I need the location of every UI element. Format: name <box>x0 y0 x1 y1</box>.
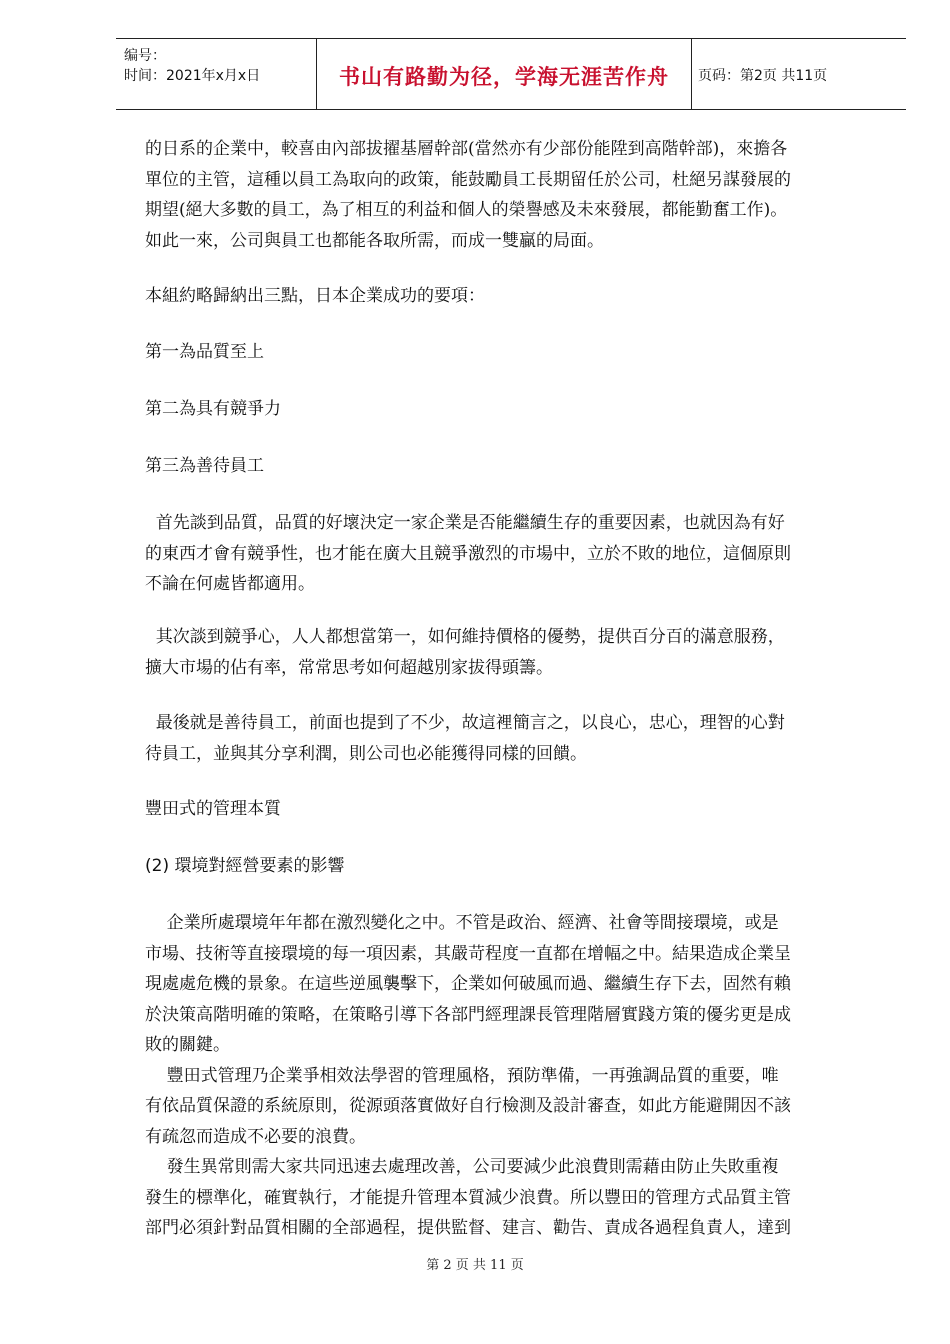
text-line: 待員工，並與其分享利潤，則公司也必能獲得同樣的回饋。 <box>145 743 587 764</box>
point-2: 第二為具有競爭力 <box>145 399 281 419</box>
text-line: 現處處危機的景象。在這些逆風襲擊下，企業如何破風而過、繼續生存下去，固然有賴 <box>145 974 791 994</box>
text-line: 於決策高階明確的策略，在策略引導下各部門經理課長管理階層實踐方策的優劣更是成 <box>145 1004 791 1025</box>
text-line: 其次談到競爭心，人人都想當第一，如何維持價格的優勢，提供百分百的滿意服務， <box>145 627 785 647</box>
paragraph-quality <box>145 508 877 600</box>
text-line: 首先談到品質，品質的好壞決定一家企業是否能繼續生存的重要因素，也就因為有好 <box>145 513 785 533</box>
text-line: 不論在何處皆都適用。 <box>145 574 315 594</box>
header-meta <box>116 39 316 109</box>
text-line: 擴大市場的佔有率，常常思考如何超越別家拔得頭籌。 <box>145 657 553 678</box>
text-line: 部門必須針對品質相關的全部過程，提供監督、建言、勸告、責成各過程負責人，達到 <box>145 1218 791 1238</box>
text-line: 有依品質保證的系統原則，從源頭落實做好自行檢測及設計審查，如此方能避開因不該 <box>145 1096 791 1116</box>
text-line: 敗的關鍵。 <box>145 1035 230 1055</box>
text-line: 豐田式管理乃企業爭相效法學習的管理風格，預防準備，一再強調品質的重要，唯 <box>145 1065 779 1086</box>
page-footer: 第 2 页 共 11 页 <box>426 1258 524 1273</box>
header-motto-cell <box>316 39 692 109</box>
header-page-number: 页码：第2页 共11页 <box>698 68 828 84</box>
text-line: 有疏忽而造成不必要的浪費。 <box>145 1126 366 1147</box>
text-line: 發生的標準化，確實執行，才能提升管理本質減少浪費。所以豐田的管理方式品質主管 <box>145 1187 791 1208</box>
point-3: 第三為善待員工 <box>145 456 264 476</box>
text-line: 最後就是善待員工，前面也提到了不少，故這裡簡言之，以良心，忠心，理智的心對 <box>145 713 785 733</box>
heading-toyota: 豐田式的管理本質 <box>145 799 281 819</box>
text-line: 的東西才會有競爭性，也才能在廣大且競爭激烈的市場中，立於不敗的地位，這個原則 <box>145 543 791 564</box>
heading-environment: (2) 環境對經營要素的影響 <box>145 856 345 876</box>
header-number: 编号： <box>124 48 166 64</box>
header-page-cell <box>690 39 906 109</box>
text-line: 的日系的企業中，較喜由內部拔擢基層幹部(當然亦有少部份能陞到高階幹部)，來擔各 <box>145 139 788 159</box>
page-header <box>116 38 906 110</box>
point-1: 第一為品質至上 <box>145 342 264 362</box>
paragraph-staff <box>145 708 877 769</box>
header-motto: 书山有路勤为径，学海无涯苦作舟 <box>339 65 669 89</box>
paragraph-intro <box>145 134 877 256</box>
summary-intro: 本組約略歸納出三點，日本企業成功的要項： <box>145 286 485 306</box>
paragraph-competition <box>145 622 877 683</box>
text-line: 單位的主管，這種以員工為取向的政策，能鼓勵員工長期留任於公司，杜絕另謀發展的 <box>145 169 791 190</box>
header-time: 时间：2021年x月x日 <box>124 68 261 84</box>
text-line: 發生異常則需大家共同迅速去處理改善，公司要減少此浪費則需藉由防止失敗重複 <box>145 1157 779 1177</box>
text-line: 如此一來，公司與員工也都能各取所需，而成一雙贏的局面。 <box>145 230 604 251</box>
text-line: 企業所處環境年年都在激烈變化之中。不管是政治、經濟、社會等間接環境，或是 <box>145 913 779 933</box>
text-line: 市場、技術等直接環境的每一項因素，其嚴苛程度一直都在增幅之中。結果造成企業呈 <box>145 943 791 964</box>
paragraph-environment <box>145 908 877 1244</box>
text-line: 期望(絕大多數的員工，為了相互的利益和個人的榮譽感及未來發展，都能勤奮工作)。 <box>145 200 788 220</box>
